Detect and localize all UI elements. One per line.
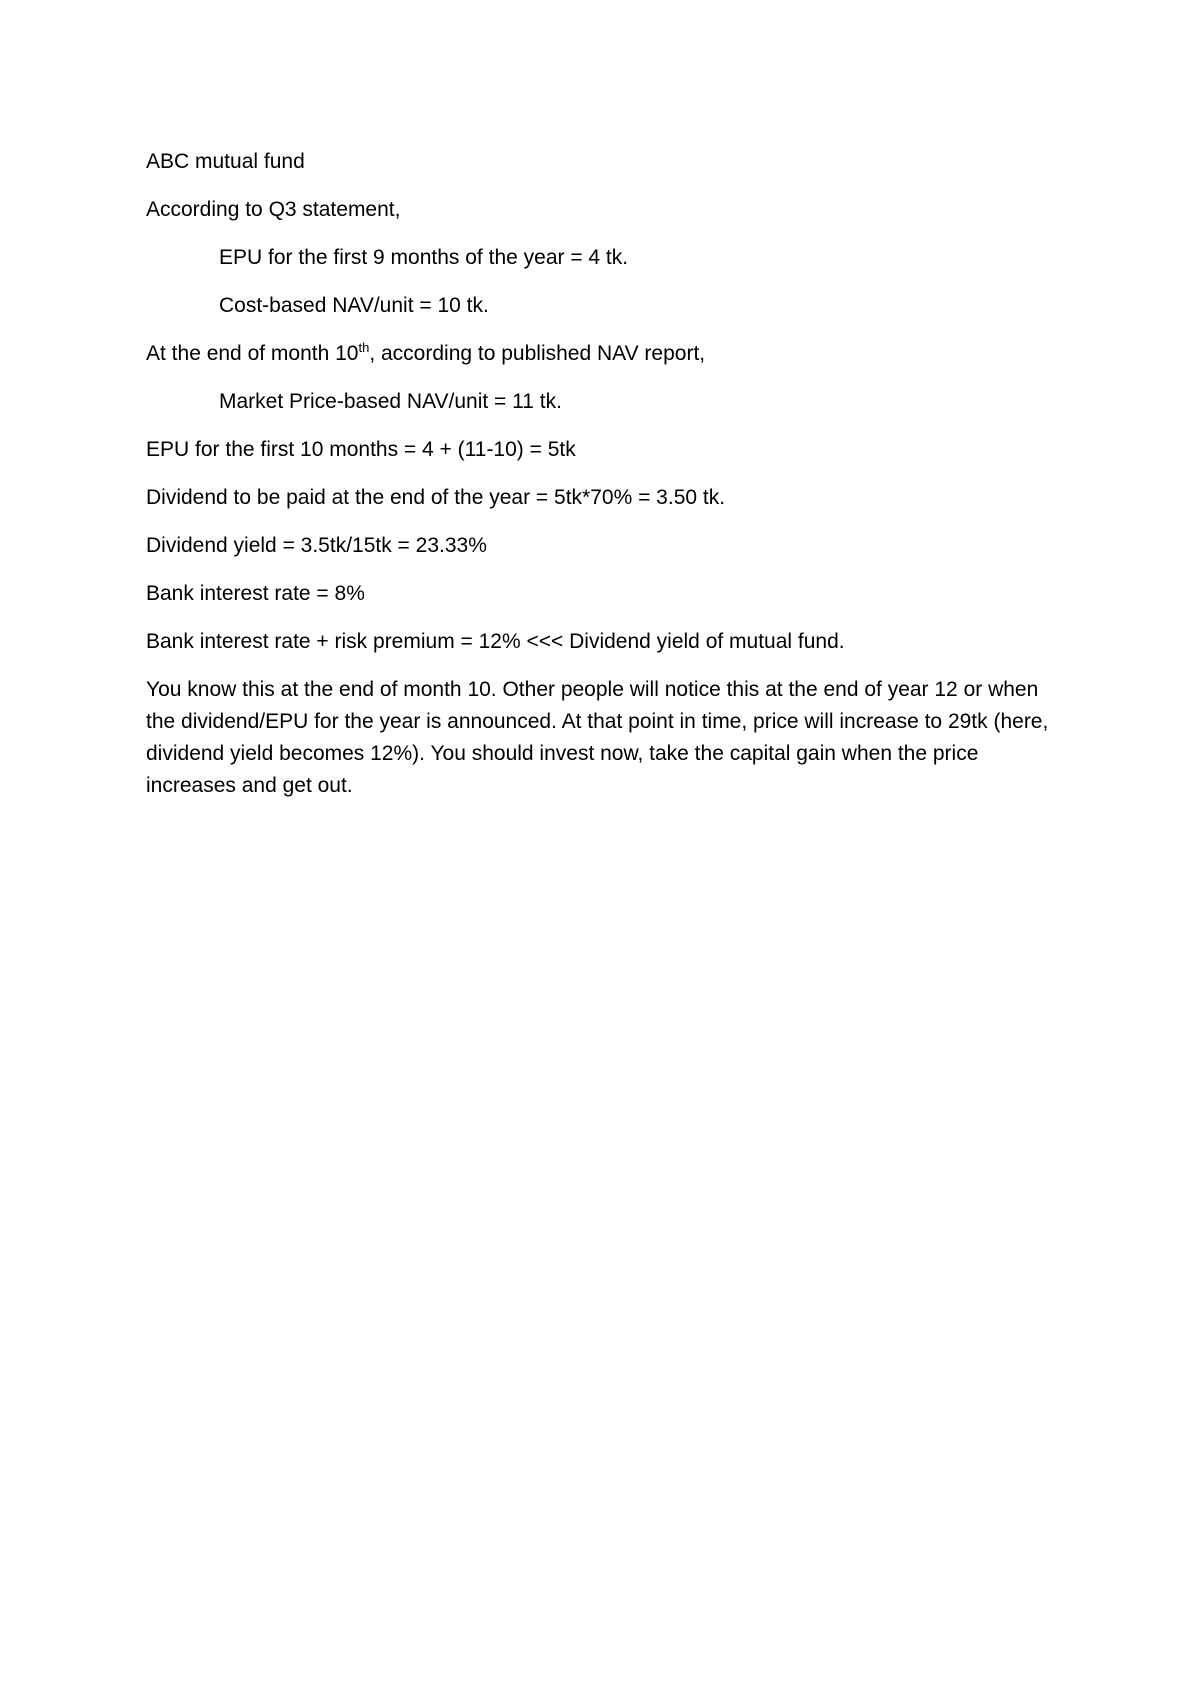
bank-interest-line: Bank interest rate = 8% bbox=[146, 582, 365, 605]
document-body bbox=[146, 146, 1066, 818]
intro-line: According to Q3 statement, bbox=[146, 198, 401, 221]
month10-superscript: th bbox=[358, 340, 370, 355]
epu-10-months-line: EPU for the first 10 months = 4 + (11-10) = 5tk bbox=[146, 438, 576, 461]
dividend-yield-line: Dividend yield = 3.5tk/15tk = 23.33% bbox=[146, 534, 487, 557]
conclusion-paragraph: You know this at the end of month 10. Other people will notice this at the end of year 12 or when the dividend/EPU for the year is announced. At that point in time, price will increase to 29tk (here, dividend yield becomes 12%). You should invest now, take the capital gain when the price increases and get out. bbox=[146, 678, 1049, 797]
document-title: ABC mutual fund bbox=[146, 150, 305, 173]
bank-plus-risk-line: Bank interest rate + risk premium = 12% <<< Dividend yield of mutual fund. bbox=[146, 630, 845, 653]
month10-line bbox=[146, 338, 1066, 370]
market-price-nav-line: Market Price-based NAV/unit = 11 tk. bbox=[219, 390, 562, 413]
cost-based-nav-line: Cost-based NAV/unit = 10 tk. bbox=[219, 294, 489, 317]
dividend-paid-line: Dividend to be paid at the end of the year = 5tk*70% = 3.50 tk. bbox=[146, 486, 726, 509]
epu-9-months-line: EPU for the first 9 months of the year = 4 tk. bbox=[219, 246, 629, 269]
month10-prefix: At the end of month 10 bbox=[146, 342, 359, 365]
month10-suffix: , according to published NAV report, bbox=[369, 342, 706, 365]
